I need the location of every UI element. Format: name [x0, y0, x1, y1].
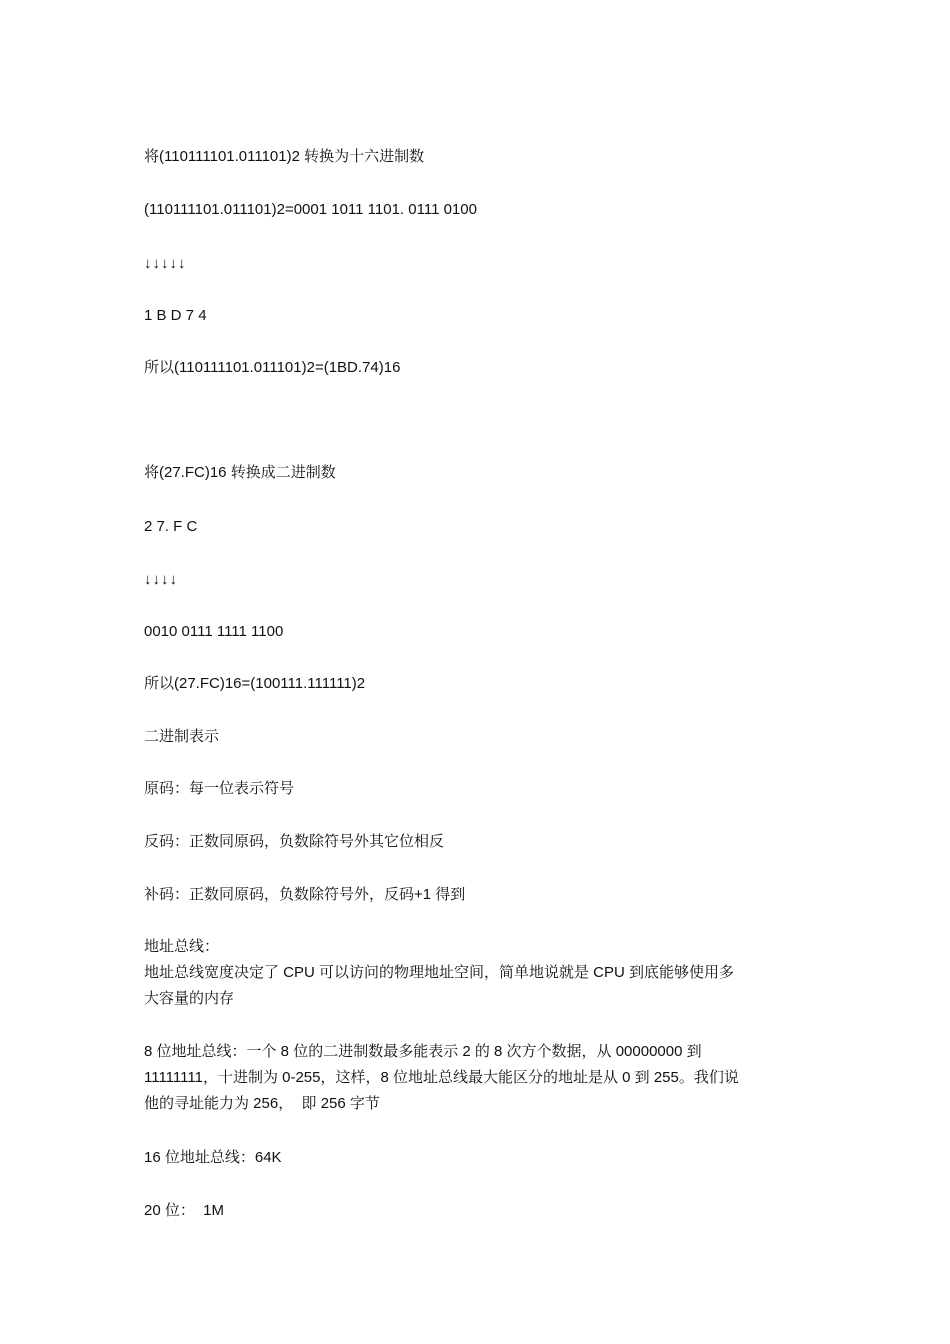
binary-result-line: 所以(27.FC)16=(100111.111111)2	[144, 675, 366, 692]
binary-conversion-heading: 将(27.FC)16 转换成二进制数	[144, 464, 336, 481]
binary-representation-heading: 二进制表示	[144, 728, 220, 745]
hex-source-digits-line: 2 7. F C	[144, 518, 198, 535]
eight-bit-bus-paragraph	[144, 1041, 816, 1115]
hex-result-line: 所以(110111101.011101)2=(1BD.74)16	[144, 359, 401, 376]
eight-bit-bus-text-3: 他的寻址能力为 256， 即 256 字节	[144, 1095, 380, 1112]
eight-bit-bus-text-1: 8 位地址总线：一个 8 位的二进制数最多能表示 2 的 8 次方个数据，从 00000000 到	[144, 1043, 702, 1060]
address-bus-paragraph	[144, 936, 816, 1010]
eight-bit-bus-text-2: 11111111，十进制为 0-255，这样，8 位地址总线最大能区分的地址是从 0 到 255。我们说	[144, 1069, 739, 1086]
sixteen-bit-bus-line: 16 位地址总线：64K	[144, 1149, 282, 1166]
binary-groups-line: 0010 0111 1111 1100	[144, 623, 284, 640]
binary-grouping-line: (110111101.011101)2=0001 1011 1101. 0111 0100	[144, 201, 477, 218]
twenty-bit-bus-line: 20 位： 1M	[144, 1202, 225, 1219]
sign-magnitude-line: 原码：每一位表示符号	[144, 780, 295, 797]
ones-complement-line: 反码：正数同原码，负数除符号外其它位相反	[144, 833, 445, 850]
address-bus-heading: 地址总线：	[144, 938, 220, 955]
hex-conversion-heading: 将(110111101.011101)2 转换为十六进制数	[144, 148, 425, 165]
hex-digits-line: 1 B D 7 4	[144, 307, 207, 324]
arrow-row-2: ↓↓↓↓	[144, 571, 178, 588]
arrow-row-1: ↓↓↓↓↓	[144, 255, 187, 272]
address-bus-text-1: 地址总线宽度决定了 CPU 可以访问的物理地址空间，简单地说就是 CPU 到底能够使用多	[144, 964, 735, 981]
address-bus-text-2: 大容量的内存	[144, 990, 235, 1007]
twos-complement-line: 补码：正数同原码，负数除符号外，反码+1 得到	[144, 886, 466, 903]
